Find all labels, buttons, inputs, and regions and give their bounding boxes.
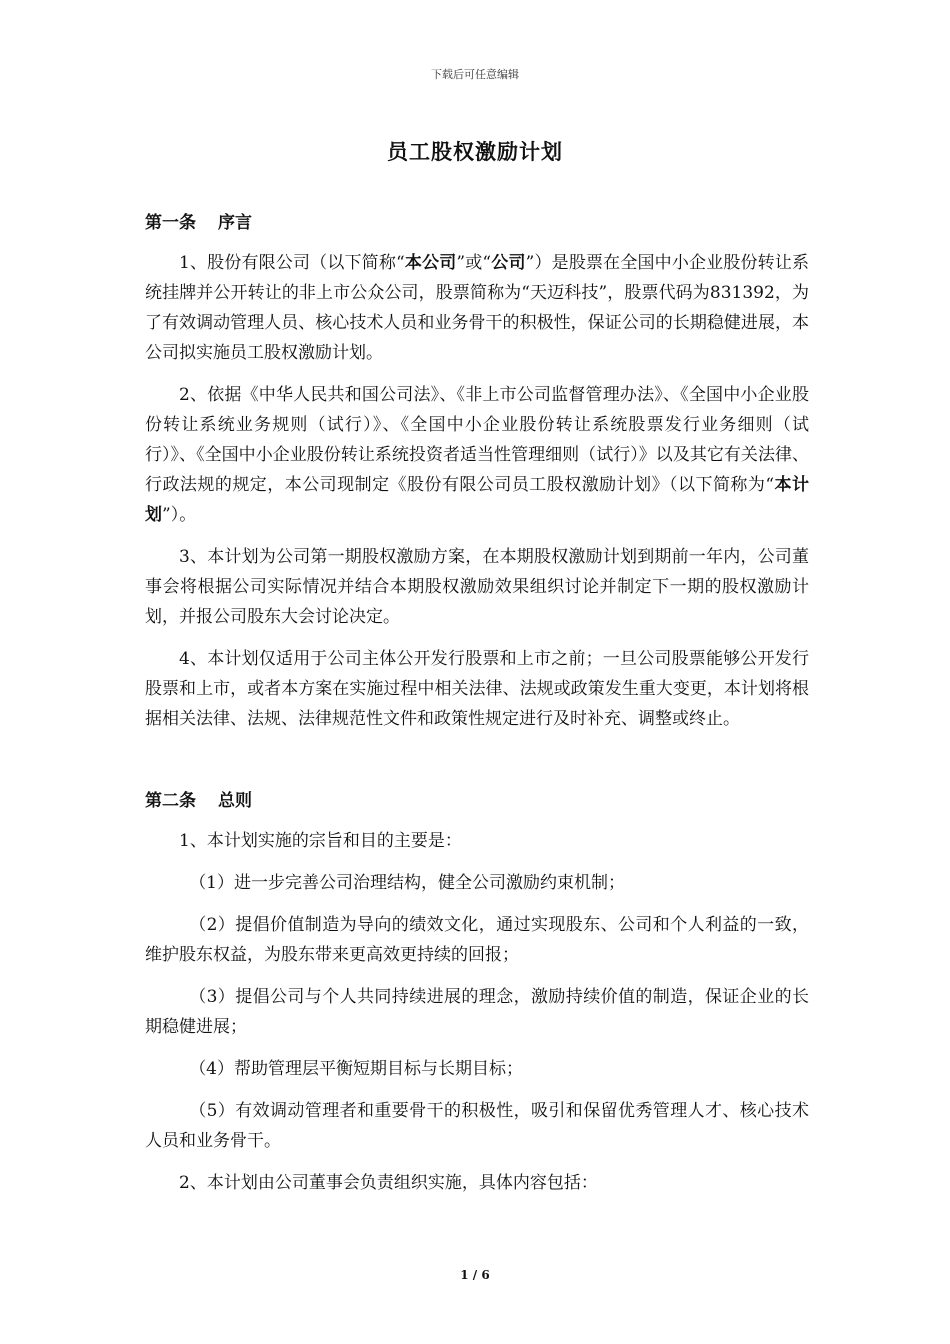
s1p1-part-a: 1、股份有限公司（以下简称“ bbox=[179, 253, 405, 273]
section-spacer bbox=[145, 746, 809, 784]
section-2-item-5: （5）有效调动管理者和重要骨干的积极性，吸引和保留优秀管理人才、核心技术人员和业务骨干。 bbox=[145, 1101, 809, 1151]
s1p2-bold-plan: 本计划 bbox=[145, 475, 809, 525]
section-2-item-2: （2）提倡价值制造为导向的绩效文化，通过实现股东、公司和个人利益的一致，维护股东权益，为股东带来更高效更持续的回报； bbox=[145, 915, 809, 965]
section-2-paragraph-2: 2、本计划由公司董事会负责组织实施，具体内容包括： bbox=[179, 1173, 598, 1193]
section-1-heading bbox=[145, 206, 809, 240]
section-2-item-3: （3）提倡公司与个人共同持续进展的理念，激励持续价值的制造，保证企业的长期稳健进展； bbox=[145, 987, 809, 1037]
section-2-title: 总则 bbox=[218, 791, 252, 811]
section-1-paragraph-3: 3、本计划为公司第一期股权激励方案，在本期股权激励计划到期前一年内，公司董事会将根据公司实际情况并结合本期股权激励效果组织讨论并制定下一期的股权激励计划，并报公司股东大会讨论决定。 bbox=[145, 547, 809, 627]
section-1-paragraph-4: 4、本计划仅适用于公司主体公开发行股票和上市之前；一旦公司股票能够公开发行股票和上市，或者本方案在实施过程中相关法律、法规或政策发生重大变更，本计划将根据相关法律、法规、法律规范性文件和政策性规定进行及时补充、调整或终止。 bbox=[145, 649, 809, 729]
s1p2-part-a: 2、依据《中华人民共和国公司法》、《非上市公司监督管理办法》、《全国中小企业股份转让系统业务规则（试行）》、《全国中小企业股份转让系统股票发行业务细则（试行）》、《全国中小企业股份转让系统投资者适当性管理细则（试行）》以及其它有关法律、行政法规的规定，本公司现制定《股份有限公司员工股权激励计划》（以下简称为“ bbox=[145, 385, 809, 495]
section-2-number: 第二条 bbox=[145, 791, 196, 811]
section-2-item-4: （4）帮助管理层平衡短期目标与长期目标； bbox=[189, 1059, 524, 1079]
section-1-number: 第一条 bbox=[145, 213, 196, 233]
header-note: 下载后可任意编辑 bbox=[431, 68, 519, 81]
section-2-paragraph-1: 1、本计划实施的宗旨和目的主要是： bbox=[179, 831, 462, 851]
section-2-heading bbox=[145, 784, 809, 818]
section-2-item-1: （1）进一步完善公司治理结构，健全公司激励约束机制； bbox=[189, 873, 626, 893]
document-body bbox=[145, 206, 809, 1210]
page-number: 1 / 6 bbox=[460, 1268, 490, 1282]
document-title: 员工股权激励计划 bbox=[387, 140, 563, 164]
s1p2-part-c: ”）。 bbox=[162, 505, 197, 525]
s1p1-bold-company-short: 公司 bbox=[491, 253, 526, 273]
section-1-paragraph-1 bbox=[145, 248, 809, 368]
section-1-paragraph-2 bbox=[145, 380, 809, 530]
section-1-title: 序言 bbox=[218, 213, 252, 233]
s1p1-part-d: ”）是股票在全国中小企业股份转让系统挂牌并公开转让的非上市公众公司，股票简称为“天迈科技”，股票代码为831392，为了有效调动管理人员、核心技术人员和业务骨干的积极性，保证公司的长期稳健进展，本公司拟实施员工股权激励计划。 bbox=[145, 253, 810, 363]
s1p1-part-c: ”或“ bbox=[456, 253, 492, 273]
s1p1-bold-company: 本公司 bbox=[404, 253, 457, 273]
